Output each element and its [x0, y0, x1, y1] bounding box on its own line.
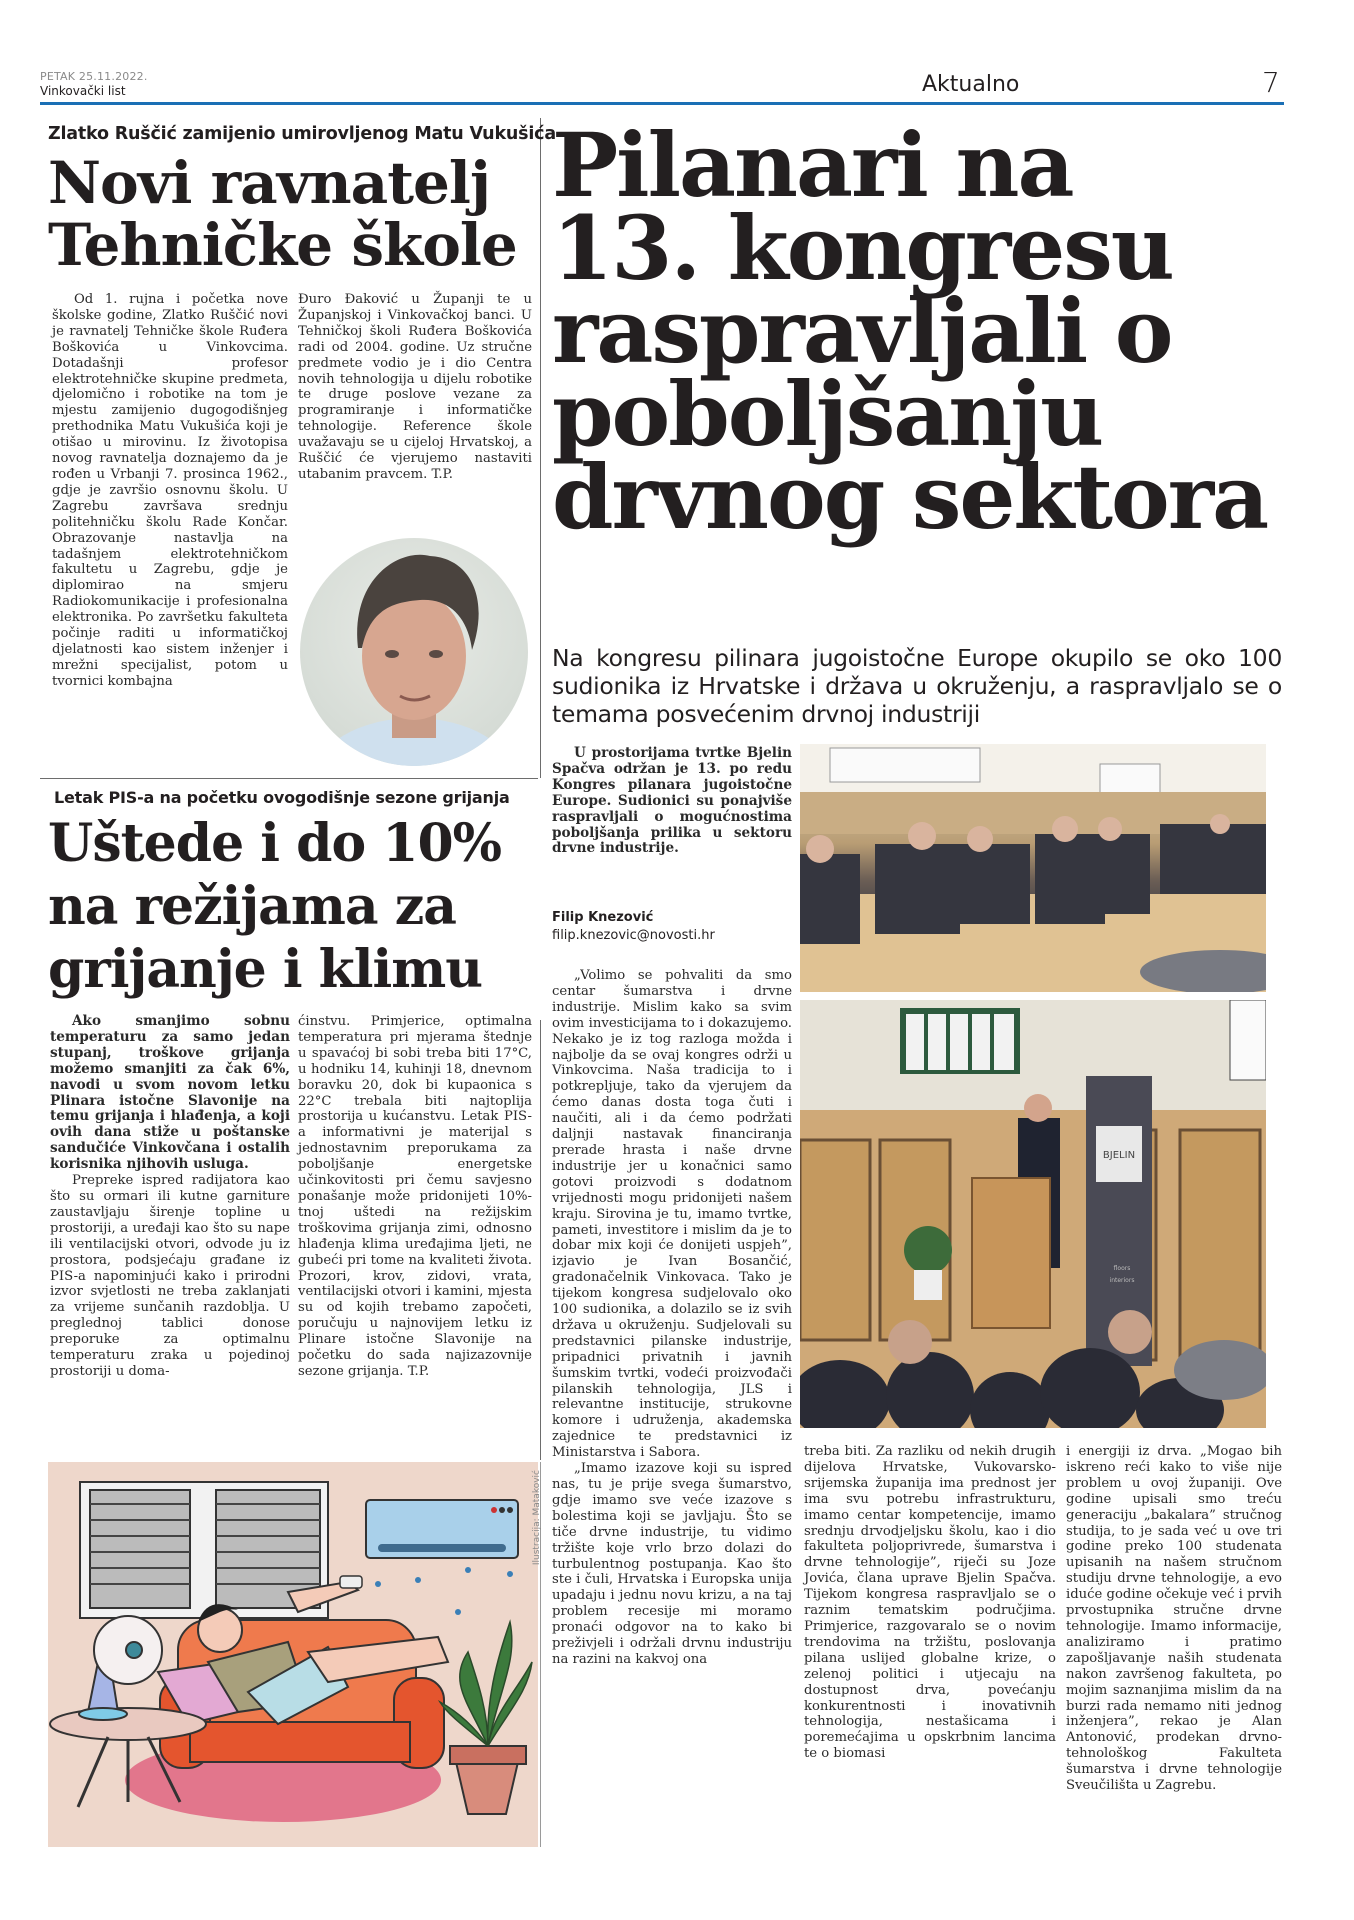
- article-body-column-3: [1066, 1444, 1282, 1794]
- illustration-credit: Ilustracija: Mataković: [532, 1470, 542, 1566]
- headline-line: Novi ravnatelj: [48, 149, 490, 217]
- article-kicker: Zlatko Ruščić zamijenio umirovljenog Matu Vukušića: [48, 124, 556, 144]
- article-body-column-1: [552, 968, 792, 1668]
- illustration-man-on-sofa: [48, 1462, 538, 1847]
- article-headline: [552, 113, 1292, 549]
- headline-line: drvnog sektora: [552, 445, 1268, 549]
- speaker-photo-icon: [800, 1000, 1266, 1428]
- headline-line: raspravljali o: [552, 279, 1172, 383]
- byline-author: Filip Knezović: [552, 910, 654, 925]
- audience-photo-icon: [800, 744, 1266, 992]
- body-paragraph: „Volimo se pohvaliti da smo centar šumarstva i drvne industrije. Mislim kako sa svim ovim investicijama to i dokazujemo. Nekako je iz tog razloga možda i najbolje da se ovaj kongres održi u Vinkovcima. Naša tradicija to i potkrepljuje, tako da vjerujem da ćemo danas dosta toga čuti i naučiti, ali i da ćemo podržati daljnji nastavak financiranja prerade hrasta i naše drvne industrije jer u konačnici samo gotovi proizvodi s dodatnom vrijednosti mogu pridonijeti našem kraju. Sirovina je tu, imamo tvrtke, pameti, investitore i mislim da je to dobar mix koji će donijeti uspjeh”, izjavio je Ivan Bosančić, gradonačelnik Vinkovaca. Tako je tijekom kongresa sudjelovalo oko 100 sudionika, a dolazilo se iz svih država u okruženju. Sudjelovali su predstavnici pilanske industrije, pripadnici privatnih i javnih šumskim tvrtki, vodeći proizvođači pilanskih tehnologija, JLS i relevantne institucije, strukovne komore i udruženja, akademska zajednice te predstavnici iz Ministarstva i Sabora.: [552, 968, 792, 1461]
- body-paragraph: i energiji iz drva. „Mogao bih iskreno reći kako to više nije problem u ovoj županiji. Ove godine upisali smo treću generaciju „bakalara” stručnog studija, to je sada već u ove tri godine preko 100 studenata upisanih na našem stručnom studiju drvne tehnologije, a evo iduće godine očekuje već i prvih prvostupnika stručne drvne tehnologije. Imamo informacije, analiziramo i pratimo zapošljavanje naših studenata nakon završenog fakulteta, po mojim saznanjima mislim da na burzi rada nemamo niti jednog inženjera”, rekao je Alan Antonović, prodekan drvno-tehnološkog Fakulteta šumarstva i drvne tehnologije Sveučilišta u Zagrebu.: [1066, 1444, 1282, 1794]
- body-paragraph: Prepreke ispred radijatora kao što su ormari ili kutne garniture zaustavljaju širenje topline u prostoriji, a uređaji kao što su nape ili ventilacijski otvori, odvode ju iz prostora, podsjećaju građane iz PIS-a napominjući kako i prirodni izvor svjetlosti ne treba zaklanjati za vrijeme sunčanih razdoblja. U preglednoj tablici donose preporuke za optimalnu temperaturu zraka u pojedinoj prostoriji u doma-: [50, 1173, 290, 1379]
- article-headline: [48, 812, 538, 1001]
- headline-line: poboljšanju: [552, 362, 1103, 466]
- headline-line: na režijama za: [48, 876, 456, 937]
- lead-paragraph: Ako smanjimo sobnu temperaturu za samo jedan stupanj, troškove grijanja možemo smanjiti za čak 6%, navodi u svom novom letku Plinara istočne Slavonije na temu grijanja i hlađenja, a koji ovih dana stiže u poštanske sandučiće Vinkovčana i ostalih korisnika njihovih usluga.: [50, 1013, 290, 1173]
- article-body-column-1: [50, 1014, 290, 1380]
- article-deck: Na kongresu pilinara jugoistočne Europe okupilo se oko 100 sudionika iz Hrvatske i država u okruženju, a raspravljalo se o temama posvećenim drvnoj industriji: [552, 644, 1282, 728]
- person-portrait-icon: [300, 538, 528, 766]
- page-number: 7: [1262, 66, 1280, 99]
- headline-line: Uštede i do 10%: [48, 813, 502, 874]
- svg-text:interiors: interiors: [1109, 1277, 1135, 1284]
- photo-audience: [800, 744, 1266, 992]
- headline-line: 13. kongresu: [552, 196, 1173, 300]
- article-body-column-2: [298, 292, 532, 483]
- section-divider: [40, 778, 538, 779]
- portrait-photo: [300, 538, 528, 766]
- header-rule: [40, 102, 1284, 105]
- photo-speaker: [800, 1000, 1266, 1428]
- article-headline: [48, 149, 538, 279]
- body-paragraph: ćinstvu. Primjerice, optimalna temperatura pri mjerama štednje u spavaćoj bi sobi treba biti 17°C, u hodniku 14, kuhinji 18, dnevnom boravku 20, dok bi kupaonica s 22°C trebala biti najtoplija prostorija u kućanstvu. Letak PIS-a informativni je materijal s jednostavnim preporukama za poboljšanje energetske učinkovitosti pri čemu savjesno ponašanje može pridonijeti 10%-tnoj uštedi na režijskim troškovima grijanja zimi, odnosno hlađenja klima uređajima ljeti, ne gubeći pri tome na kvaliteti života. Prozori, krov, zidovi, vrata, ventilacijski otvori i kamini, mjesta su od kojih trebamo započeti, poručuju u najnovijem letku iz Plinare istočne Slavonije na početku do sada najizazovnije sezone grijanja. T.P.: [298, 1014, 532, 1379]
- svg-text:floors: floors: [1113, 1265, 1131, 1272]
- body-paragraph: treba biti. Za razliku od nekih drugih dijelova Hrvatske, Vukovarsko-srijemska županija ima prednost jer ima svu potrebu infrastrukturu, imamo centar kompetencije, imamo srednju drvodjeljsku školu, kao i dio fakulteta poljoprivrede, šumarstva i drvne tehnologije”, riječi su Joze Jovića, člana uprave Bjelin Spačva. Tijekom kongresa raspravljalo se o raznim tematskim područjima. Primjerice, razgovaralo se o novim trendovima na tržištu, poslovanja pilana uslijed globalne krize, o zelenoj politici i utjecaju na dostupnost drva, povećanju konkurentnosti i inovativnih tehnologija, nestašicama i poremećajima u opskrbnim lancima te o biomasi: [804, 1444, 1056, 1762]
- article-kicker: Letak PIS-a na početku ovogodišnje sezone grijanja: [54, 788, 510, 807]
- illustration-icon: [48, 1462, 538, 1847]
- body-paragraph: Đuro Đaković u Županji te u Županjskoj i Vinkovačkoj banci. U Tehničkoj školi Ruđera Boškovića radi od 2004. godine. Uz stručne predmete vodio je i dio Centra novih tehnologija u dijelu robotike te druge poslove vezane za programiranje i informatičke tehnologije. Reference škole uvažavaju se u cijeloj Hrvatskoj, a Ruščić će vjerujemo nastaviti utabanim pravcem. T.P.: [298, 292, 532, 482]
- article-lead-column: [552, 746, 792, 857]
- banner-brand-text: BJELIN: [1102, 1150, 1136, 1161]
- byline-email[interactable]: filip.knezovic@novosti.hr: [552, 928, 715, 943]
- column-divider: [540, 118, 541, 778]
- newspaper-name: Vinkovački list: [40, 84, 126, 98]
- body-paragraph: „Imamo izazove koji su ispred nas, tu je prije svega šumarstvo, gdje imamo sve veće izazove s bolestima koji se javljaju. Što se tiče drvne industrije, tu vidimo tržište koje vrlo brzo dolazi do turbulentnog postupanja. Kao što ste i čuli, Hrvatska i Europska unija upadaju i jednu novu krizu, a na taj problem recesije mi moramo pronaći odgovor na to kako bi preživjeli i održali drvnu industriju na razini na kakvoj ona: [552, 1461, 792, 1667]
- issue-date: PETAK 25.11.2022.: [40, 70, 148, 83]
- lead-paragraph: U prostorijama tvrtke Bjelin Spačva održan je 13. po redu Kongres pilanara jugoistočne Europe. Sudionici su ponajviše raspravljali o mogućnostima poboljšanja prilika u sektoru drvne industrije.: [552, 745, 792, 857]
- article-body-column-2: [804, 1444, 1056, 1762]
- headline-line: Pilanari na: [552, 113, 1073, 217]
- headline-line: Tehničke škole: [48, 211, 517, 279]
- body-paragraph: Od 1. rujna i početka nove školske godine, Zlatko Ruščić novi je ravnatelj Tehničke škole Ruđera Boškovića u Vinkovcima. Dotadašnji profesor elektrotehničke skupine predmeta, djelomično i robotike na tom je mjestu zamijenio dugogodišnjeg prethodnika Matu Vukušića koji je otišao u mirovinu. Iz životopisa novog ravnatelja doznajemo da je rođen u Vrbanji 7. prosinca 1962., gdje je završio osnovnu školu. U Zagrebu završava srednju politehničku školu Rade Končar. Obrazovanje nastavlja na tadašnjem elektrotehničkom fakultetu u Zagrebu, gdje je diplomirao na smjeru Radiokomunikacije i profesionalna elektronika. Po završetku fakulteta počinje raditi u informatičkoj djelatnosti kao sistem inženjer i mrežni specijalist, potom u tvornici kombajna: [52, 292, 288, 689]
- headline-line: grijanje i klimu: [48, 939, 483, 1000]
- article-body-column-2: [298, 1014, 532, 1380]
- section-title: Aktualno: [922, 72, 1020, 97]
- column-divider: [540, 1020, 541, 1460]
- article-body-column-1: [52, 292, 288, 772]
